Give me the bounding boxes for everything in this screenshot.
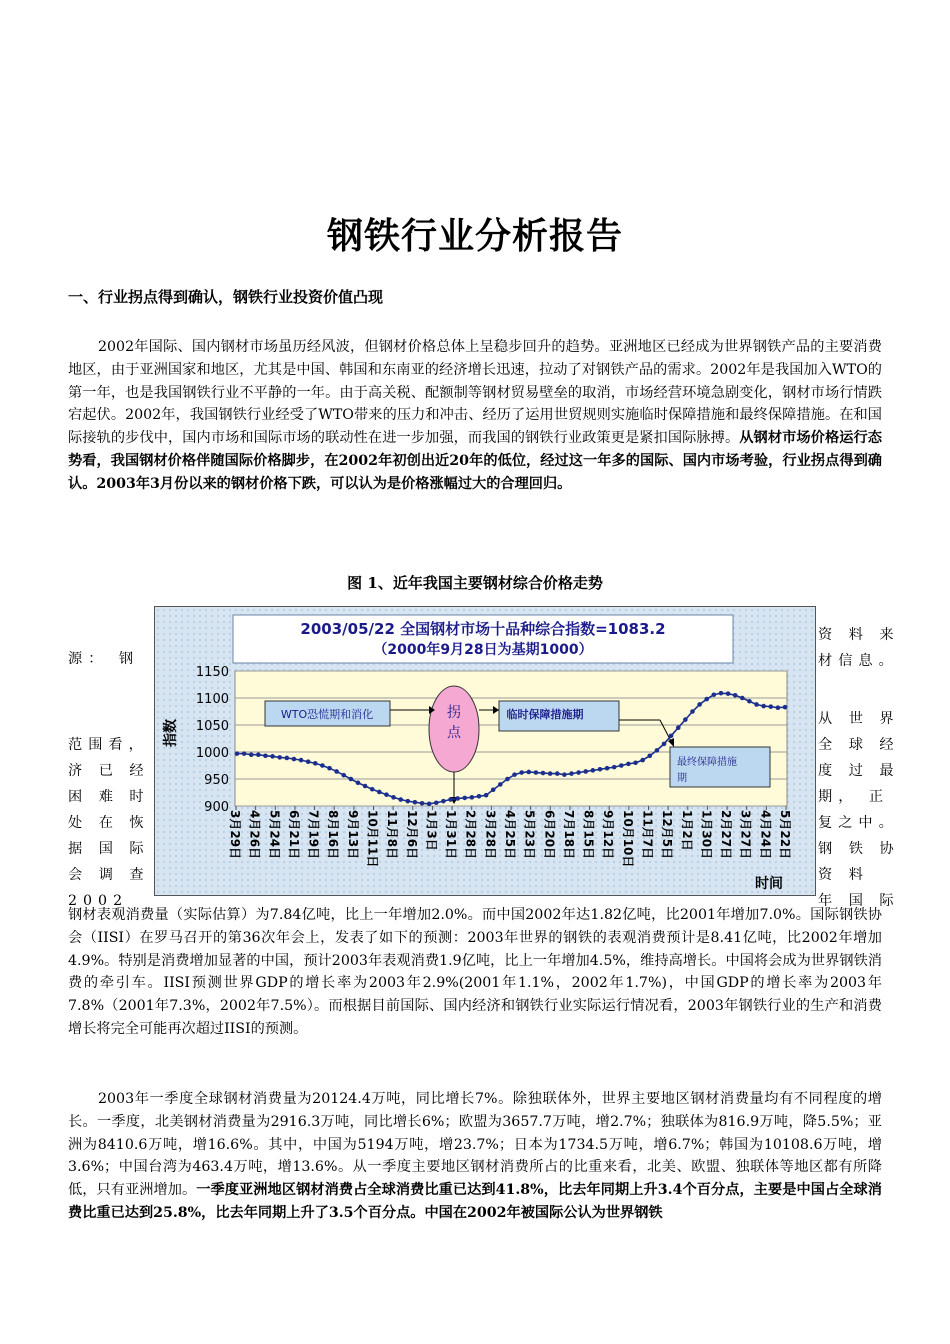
data-point bbox=[761, 704, 766, 709]
data-point bbox=[441, 799, 446, 804]
wrap-left-line: 源： 钢 bbox=[68, 651, 140, 667]
data-point bbox=[299, 758, 304, 763]
data-point bbox=[356, 780, 361, 785]
x-tick-label: 1月2日 bbox=[679, 810, 694, 851]
data-point bbox=[669, 734, 674, 739]
data-point bbox=[327, 766, 332, 771]
data-point bbox=[498, 782, 503, 787]
wrap-left-line: 范围看， bbox=[68, 737, 149, 753]
data-point bbox=[776, 705, 781, 710]
x-tick-label: 9月13日 bbox=[345, 810, 360, 860]
data-point bbox=[534, 770, 539, 775]
wrap-left-a bbox=[68, 646, 139, 672]
paragraph-1-bold: 从钢材市场价格运行态势看，我国钢材价格伴随国际价格脚步，在2002年初创出近20年的低位，经过这一年多的国际、国内市场考验，行业拐点得到确认。2003年3月份以来的钢材价格下跌，可以认为是价格涨幅过大的合理回归。 bbox=[68, 430, 882, 492]
wrap-right-line: 资 料 bbox=[818, 867, 869, 883]
data-point bbox=[292, 757, 297, 762]
y-axis-label: 指数 bbox=[163, 719, 179, 747]
x-tick-label: 1月3日 bbox=[424, 810, 439, 851]
x-tick-label: 4月24日 bbox=[758, 810, 773, 860]
wrap-right-line: 度 过 最 bbox=[818, 763, 900, 779]
data-point bbox=[455, 796, 460, 801]
data-point bbox=[462, 796, 467, 801]
data-point bbox=[320, 763, 325, 768]
data-point bbox=[270, 754, 275, 759]
x-tick-label: 8月15日 bbox=[581, 810, 596, 860]
x-tick-label: 7月18日 bbox=[561, 810, 576, 860]
chart-svg bbox=[155, 607, 815, 895]
annotation-turning-point: 拐点 bbox=[447, 705, 461, 741]
data-point bbox=[633, 761, 638, 766]
data-point bbox=[477, 794, 482, 799]
wrap-left-line: 处 在 恢 bbox=[68, 815, 150, 831]
data-point bbox=[491, 788, 496, 793]
data-point bbox=[740, 696, 745, 701]
annotation-temporary: 临时保障措施期 bbox=[506, 708, 584, 721]
data-point bbox=[363, 784, 368, 789]
wrap-left-line: 据 国 际 bbox=[68, 841, 150, 857]
price-index-chart bbox=[154, 606, 816, 896]
data-point bbox=[406, 799, 411, 804]
x-tick-label: 4月25日 bbox=[503, 810, 517, 860]
x-tick-label: 5月22日 bbox=[778, 810, 792, 860]
x-tick-label: 11月8日 bbox=[385, 810, 400, 860]
data-point bbox=[277, 755, 282, 760]
x-tick-label: 2月28日 bbox=[463, 810, 478, 860]
data-point bbox=[256, 752, 261, 757]
data-point bbox=[377, 790, 382, 795]
wrap-right-line: 资 料 来 bbox=[818, 627, 900, 643]
x-tick-label: 5月24日 bbox=[267, 810, 282, 860]
data-point bbox=[754, 702, 759, 707]
wrap-right-line: 全 球 经 bbox=[818, 737, 900, 753]
x-tick-label: 5月23日 bbox=[522, 810, 537, 860]
y-tick-label: 1050 bbox=[195, 719, 229, 734]
data-point bbox=[398, 797, 403, 802]
data-point bbox=[783, 705, 788, 710]
data-point bbox=[263, 753, 268, 758]
figure-caption: 图 1、近年我国主要钢材综合价格走势 bbox=[347, 574, 603, 592]
data-point bbox=[285, 756, 290, 761]
section-heading: 一、行业拐点得到确认，钢铁行业投资价值凸现 bbox=[68, 288, 384, 306]
y-tick-label: 900 bbox=[204, 800, 229, 815]
x-tick-label: 1月31日 bbox=[444, 810, 459, 860]
data-point bbox=[712, 692, 717, 697]
data-point bbox=[427, 802, 432, 807]
x-tick-label: 4月26日 bbox=[247, 810, 262, 860]
data-point bbox=[655, 748, 660, 753]
data-point bbox=[719, 691, 724, 696]
wrap-left-line: 2002 bbox=[68, 893, 129, 909]
data-point bbox=[555, 771, 560, 776]
wrap-right-a bbox=[818, 622, 900, 674]
x-tick-label: 9月12日 bbox=[601, 810, 616, 860]
x-tick-label: 10月11日 bbox=[365, 810, 380, 868]
annotation-final: 最终保障措施期 bbox=[677, 757, 737, 784]
page-title: 钢铁行业分析报告 bbox=[326, 216, 623, 257]
data-point bbox=[470, 795, 475, 800]
data-point bbox=[448, 797, 453, 802]
wrap-right-line: 钢 铁 协 bbox=[818, 841, 900, 857]
data-point bbox=[313, 761, 318, 766]
paragraph-3-text: 2003年一季度全球钢材消费量为20124.4万吨，同比增长7%。除独联体外，世界主要地区钢材消费量均有不同程度的增长。一季度，北美钢材消费量为2916.3万吨，同比增长6%；欧盟为3657.7万吨，增2.7%；独联体为816.9万吨，降5.5%；亚洲为8410.6万吨，增16.6%。其中，中国为5194万吨，增23.7%；日本为1734.5万吨，增6.7%；韩国为10108.6万吨，增3.6%；中国台湾为463.4万吨，增13.6%。从一季度主要地区钢材消费所占的比重来看，北美、欧盟、独联体等地区都有所降低，只有亚洲增加。 bbox=[68, 1091, 882, 1199]
x-tick-label: 12月6日 bbox=[404, 810, 419, 860]
paragraph-1-text: 2002年国际、国内钢材市场虽历经风波，但钢材价格总体上呈稳步回升的趋势。亚洲地区已经成为世界钢铁产品的主要消费地区，由于亚洲国家和地区，尤其是中国、韩国和东南亚的经济增长迅速，拉动了对钢铁产品的需求。2002年是我国加入WTO的第一年，也是我国钢铁行业不平静的一年。由于高关税、配额制等钢材贸易壁垒的取消，市场经营环境急剧变化，钢材市场行情跌宕起伏。2002年，我国钢铁行业经受了WTO带来的压力和冲击、经历了运用世贸规则实施临时保障措施和最终保障措施。在和国际接轨的步伐中，国内市场和国际市场的联动性在进一步加强，而我国的钢铁行业政策更是紧扣国际脉搏。 bbox=[68, 339, 882, 447]
x-tick-label: 10月10日 bbox=[620, 810, 635, 868]
x-axis-label: 时间 bbox=[755, 876, 783, 892]
x-tick-label: 6月20日 bbox=[542, 810, 557, 860]
data-point bbox=[519, 770, 524, 775]
data-point bbox=[434, 800, 439, 805]
paragraph-1 bbox=[68, 336, 882, 496]
x-tick-label: 8月16日 bbox=[326, 810, 341, 860]
chart-subtitle: （2000年9月28日为基期1000） bbox=[373, 642, 593, 658]
data-point bbox=[683, 717, 688, 722]
data-point bbox=[541, 771, 546, 776]
x-tick-label: 3月28日 bbox=[483, 810, 498, 860]
data-point bbox=[619, 763, 624, 768]
data-point bbox=[647, 753, 652, 758]
data-point bbox=[662, 742, 667, 747]
x-tick-label: 3月29日 bbox=[228, 810, 242, 860]
x-tick-label: 2月27日 bbox=[719, 810, 734, 860]
wrap-right-line: 从 世 界 bbox=[818, 711, 900, 727]
data-point bbox=[306, 759, 311, 764]
y-tick-label: 950 bbox=[204, 773, 229, 788]
data-point bbox=[569, 771, 574, 776]
wrap-left-b bbox=[68, 732, 150, 914]
data-point bbox=[526, 770, 531, 775]
data-point bbox=[733, 693, 738, 698]
data-point bbox=[242, 751, 247, 756]
data-point bbox=[591, 768, 596, 773]
wrap-left-line: 困 难 时 bbox=[68, 789, 150, 805]
data-point bbox=[548, 771, 553, 776]
x-tick-label: 1月30日 bbox=[699, 810, 714, 860]
data-point bbox=[576, 770, 581, 775]
wrap-left-line: 会 调 查 bbox=[68, 867, 150, 883]
annotation-wto: WTO恐慌期和消化 bbox=[280, 708, 374, 721]
data-point bbox=[605, 766, 610, 771]
data-point bbox=[370, 787, 375, 792]
data-point bbox=[413, 800, 418, 805]
x-tick-label: 11月7日 bbox=[640, 810, 655, 860]
data-point bbox=[697, 702, 702, 707]
data-point bbox=[704, 697, 709, 702]
y-tick-label: 1100 bbox=[195, 692, 229, 707]
data-point bbox=[341, 773, 346, 778]
paragraph-2: 钢材表观消费量（实际估算）为7.84亿吨，比上一年增加2.0%。而中国2002年达1.82亿吨，比2001年增加7.0%。国际钢铁协会（IISI）在罗马召开的第36次年会上，发表了如下的预测：2003年世界的钢铁的表观消费预计是8.41亿吨，比2002年增加4.9%。特别是消费增加显著的中国，预计2003年表观消费1.9亿吨，比上一年增加4.5%，维持高增长。中国将会成为世界钢铁消费的牵引车。IISI预测世界GDP的增长率为2003年2.9%(2001年1.1%，2002年1.7%)，中国GDP的增长率为2003年7.8%（2001年7.3%，2002年7.5%）。而根据目前国际、国内经济和钢铁行业实际运行情况看，2003年钢铁行业的生产和消费增长将完全可能再次超过IISI的预测。 bbox=[68, 907, 882, 1037]
data-point bbox=[505, 777, 510, 782]
data-point bbox=[484, 793, 489, 798]
y-tick-label: 1000 bbox=[195, 746, 229, 761]
wrap-right-line: 年 国 际 bbox=[818, 893, 900, 909]
x-tick-label: 7月19日 bbox=[306, 810, 321, 860]
data-point bbox=[768, 704, 773, 709]
paragraph-3-bold: 一季度亚洲地区钢材消费占全球消费比重已达到41.8%，比去年同期上升3.4个百分点，主要是中国占全球消费比重已达到25.8%，比去年同期上升了3.5个百分点。中国在2002年被国际公认为世界钢铁 bbox=[68, 1182, 882, 1221]
data-point bbox=[562, 772, 567, 777]
x-tick-label: 3月27日 bbox=[738, 810, 753, 860]
wrap-right-line: 期， 正 bbox=[818, 789, 890, 805]
paragraph-3 bbox=[68, 1088, 882, 1225]
data-point bbox=[690, 709, 695, 714]
data-point bbox=[640, 758, 645, 763]
data-point bbox=[598, 767, 603, 772]
data-point bbox=[726, 691, 731, 696]
data-point bbox=[626, 762, 631, 767]
data-point bbox=[349, 777, 354, 782]
data-point bbox=[747, 699, 752, 704]
data-point bbox=[583, 769, 588, 774]
data-point bbox=[235, 751, 240, 756]
data-point bbox=[391, 795, 396, 800]
wrap-right-b bbox=[818, 706, 900, 914]
data-point bbox=[676, 725, 681, 730]
data-point bbox=[384, 792, 389, 797]
wrap-right-line: 复之中。 bbox=[818, 815, 899, 831]
y-tick-label: 1150 bbox=[195, 665, 229, 680]
data-point bbox=[612, 765, 617, 770]
wrap-right-line: 材信息。 bbox=[818, 653, 899, 669]
data-point bbox=[512, 772, 517, 777]
chart-title: 2003/05/22 全国钢材市场十品种综合指数=1083.2 bbox=[300, 620, 666, 638]
wrap-left-line: 济 已 经 bbox=[68, 763, 150, 779]
x-tick-label: 6月21日 bbox=[286, 810, 301, 860]
data-point bbox=[334, 769, 339, 774]
x-tick-label: 12月5日 bbox=[660, 810, 675, 860]
data-point bbox=[249, 752, 254, 757]
data-point bbox=[420, 801, 425, 806]
